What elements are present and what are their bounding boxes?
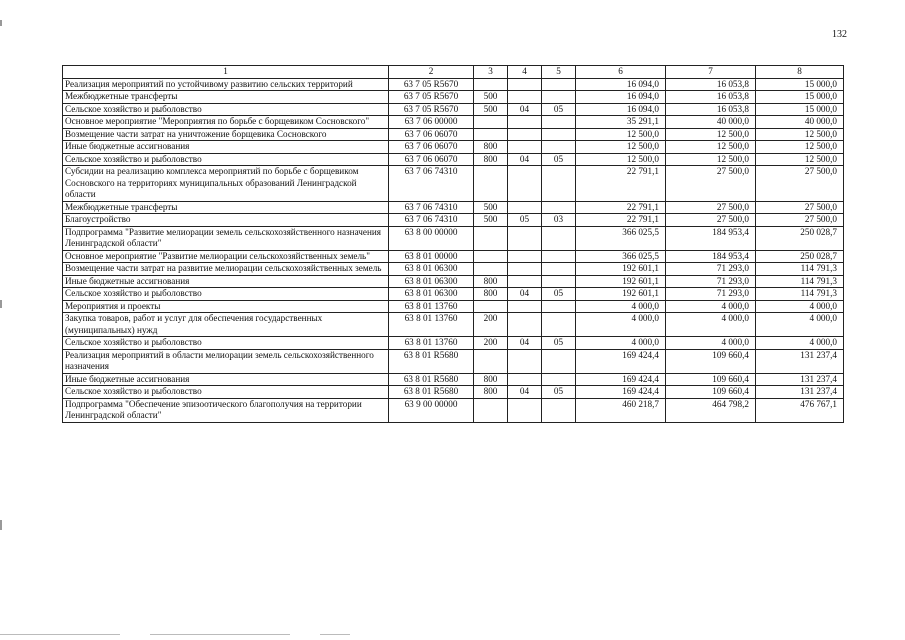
row-value-6: 192 601,1: [576, 275, 666, 288]
table-body: [63, 78, 844, 422]
row-col-4: [508, 91, 542, 104]
row-name: Субсидии на реализацию комплекса мероприятий по борьбе с борщевиком Сосновского на территориях муниципальных образований Ленинградской области: [63, 166, 389, 202]
row-col-5: [542, 300, 576, 313]
row-value-8: 27 500,0: [756, 201, 844, 214]
row-value-6: 4 000,0: [576, 337, 666, 350]
table-row: [63, 373, 844, 386]
row-code: 63 7 06 06070: [389, 141, 474, 154]
scan-edge-mark: [0, 300, 2, 308]
row-value-8: 131 237,4: [756, 373, 844, 386]
row-value-8: 250 028,7: [756, 226, 844, 250]
table-row: [63, 313, 844, 337]
row-name: Сельское хозяйство и рыболовство: [63, 337, 389, 350]
row-col-5: [542, 141, 576, 154]
row-name: Иные бюджетные ассигнования: [63, 373, 389, 386]
header-col-8: 8: [756, 66, 844, 79]
row-col-4: [508, 313, 542, 337]
row-col-4: [508, 128, 542, 141]
row-name: Основное мероприятие "Мероприятия по борьбе с борщевиком Сосновского": [63, 116, 389, 129]
row-value-6: 169 424,4: [576, 386, 666, 399]
row-col-3: 800: [474, 386, 508, 399]
row-col-5: [542, 201, 576, 214]
row-col-3: 200: [474, 337, 508, 350]
row-value-7: 71 293,0: [666, 263, 756, 276]
row-value-7: 4 000,0: [666, 313, 756, 337]
table-row: [63, 78, 844, 91]
table-row: [63, 300, 844, 313]
row-col-5: [542, 116, 576, 129]
row-col-3: [474, 300, 508, 313]
row-value-8: 114 791,3: [756, 288, 844, 301]
row-col-5: [542, 398, 576, 422]
row-name: Иные бюджетные ассигнования: [63, 275, 389, 288]
row-value-7: 12 500,0: [666, 153, 756, 166]
row-value-6: 4 000,0: [576, 313, 666, 337]
table-row: [63, 91, 844, 104]
budget-table-container: [62, 65, 843, 423]
header-col-4: 4: [508, 66, 542, 79]
row-col-3: 200: [474, 313, 508, 337]
row-name: Возмещение части затрат на развитие мелиорации сельскохозяйственных земель: [63, 263, 389, 276]
row-value-7: 16 053,8: [666, 78, 756, 91]
row-col-4: [508, 250, 542, 263]
table-row: [63, 153, 844, 166]
row-value-7: 109 660,4: [666, 386, 756, 399]
row-name: Благоустройство: [63, 214, 389, 227]
row-col-5: [542, 349, 576, 373]
row-value-8: 27 500,0: [756, 166, 844, 202]
row-value-6: 12 500,0: [576, 153, 666, 166]
row-code: 63 7 05 R5670: [389, 103, 474, 116]
row-col-5: [542, 313, 576, 337]
row-value-8: 476 767,1: [756, 398, 844, 422]
row-name: Сельское хозяйство и рыболовство: [63, 153, 389, 166]
row-col-3: 800: [474, 141, 508, 154]
row-col-5: [542, 263, 576, 276]
row-col-3: 800: [474, 373, 508, 386]
row-value-7: 16 053,8: [666, 91, 756, 104]
row-code: 63 8 01 06300: [389, 275, 474, 288]
table-row: [63, 141, 844, 154]
row-value-8: 12 500,0: [756, 141, 844, 154]
row-value-7: 27 500,0: [666, 214, 756, 227]
row-col-5: [542, 373, 576, 386]
row-value-8: 250 028,7: [756, 250, 844, 263]
row-value-7: 4 000,0: [666, 300, 756, 313]
header-col-1: 1: [63, 66, 389, 79]
row-name: Мероприятия и проекты: [63, 300, 389, 313]
row-name: Межбюджетные трансферты: [63, 91, 389, 104]
row-value-6: 366 025,5: [576, 226, 666, 250]
row-col-4: [508, 275, 542, 288]
header-col-5: 5: [542, 66, 576, 79]
row-col-4: [508, 398, 542, 422]
row-col-5: 05: [542, 153, 576, 166]
row-col-3: [474, 128, 508, 141]
row-value-6: 35 291,1: [576, 116, 666, 129]
table-row: [63, 288, 844, 301]
row-col-5: 05: [542, 337, 576, 350]
row-code: 63 8 01 R5680: [389, 373, 474, 386]
row-value-6: 169 424,4: [576, 349, 666, 373]
row-name: Основное мероприятие "Развитие мелиорации сельскохозяйственных земель": [63, 250, 389, 263]
row-code: 63 8 01 R5680: [389, 349, 474, 373]
row-name: Межбюджетные трансферты: [63, 201, 389, 214]
row-value-8: 12 500,0: [756, 153, 844, 166]
row-value-7: 71 293,0: [666, 288, 756, 301]
table-row: [63, 386, 844, 399]
table-row: [63, 275, 844, 288]
row-col-5: 05: [542, 103, 576, 116]
row-value-7: 4 000,0: [666, 337, 756, 350]
row-value-6: 460 218,7: [576, 398, 666, 422]
row-value-8: 131 237,4: [756, 386, 844, 399]
row-col-4: 04: [508, 103, 542, 116]
row-name: Иные бюджетные ассигнования: [63, 141, 389, 154]
row-value-7: 27 500,0: [666, 201, 756, 214]
row-value-7: 12 500,0: [666, 128, 756, 141]
row-value-6: 16 094,0: [576, 78, 666, 91]
header-col-7: 7: [666, 66, 756, 79]
row-value-6: 16 094,0: [576, 103, 666, 116]
row-col-5: [542, 78, 576, 91]
scan-edge-mark: [0, 520, 2, 530]
table-row: [63, 214, 844, 227]
row-col-5: 05: [542, 386, 576, 399]
row-code: 63 8 01 00000: [389, 250, 474, 263]
row-value-6: 22 791,1: [576, 201, 666, 214]
row-col-4: [508, 116, 542, 129]
table-row: [63, 201, 844, 214]
row-col-5: [542, 250, 576, 263]
row-col-5: [542, 226, 576, 250]
row-name: Подпрограмма "Обеспечение эпизоотического благополучия на территории Ленинградской области": [63, 398, 389, 422]
row-value-7: 27 500,0: [666, 166, 756, 202]
row-value-8: 15 000,0: [756, 103, 844, 116]
row-name: Сельское хозяйство и рыболовство: [63, 386, 389, 399]
row-col-3: 500: [474, 214, 508, 227]
row-value-6: 12 500,0: [576, 128, 666, 141]
row-code: 63 8 01 R5680: [389, 386, 474, 399]
row-col-4: [508, 166, 542, 202]
row-col-3: 800: [474, 288, 508, 301]
row-value-6: 366 025,5: [576, 250, 666, 263]
row-code: 63 8 01 06300: [389, 263, 474, 276]
row-col-3: [474, 349, 508, 373]
page-number: 132: [832, 29, 847, 40]
row-col-4: [508, 263, 542, 276]
row-code: 63 7 06 06070: [389, 153, 474, 166]
scan-bottom-line: [0, 634, 120, 635]
row-col-5: [542, 275, 576, 288]
row-code: 63 7 05 R5670: [389, 78, 474, 91]
header-col-3: 3: [474, 66, 508, 79]
row-value-6: 22 791,1: [576, 166, 666, 202]
table-row: [63, 250, 844, 263]
row-value-8: 4 000,0: [756, 337, 844, 350]
row-col-3: [474, 250, 508, 263]
table-row: [63, 166, 844, 202]
row-value-7: 71 293,0: [666, 275, 756, 288]
row-code: 63 7 05 R5670: [389, 91, 474, 104]
table-row: [63, 226, 844, 250]
row-code: 63 8 01 06300: [389, 288, 474, 301]
row-code: 63 7 06 74310: [389, 166, 474, 202]
row-col-4: 04: [508, 153, 542, 166]
row-value-8: 114 791,3: [756, 263, 844, 276]
row-value-6: 22 791,1: [576, 214, 666, 227]
row-value-8: 40 000,0: [756, 116, 844, 129]
row-value-6: 4 000,0: [576, 300, 666, 313]
header-col-2: 2: [389, 66, 474, 79]
row-value-8: 131 237,4: [756, 349, 844, 373]
row-value-7: 184 953,4: [666, 250, 756, 263]
scan-bottom-line: [320, 634, 350, 635]
row-value-7: 109 660,4: [666, 349, 756, 373]
row-col-5: [542, 91, 576, 104]
table-row: [63, 103, 844, 116]
table-row: [63, 116, 844, 129]
row-code: 63 8 01 13760: [389, 313, 474, 337]
row-value-8: 4 000,0: [756, 313, 844, 337]
table-row: [63, 398, 844, 422]
row-col-3: 500: [474, 201, 508, 214]
row-value-7: 16 053,8: [666, 103, 756, 116]
row-value-7: 464 798,2: [666, 398, 756, 422]
row-col-3: 800: [474, 153, 508, 166]
row-name: Возмещение части затрат на уничтожение борщевика Сосновского: [63, 128, 389, 141]
row-value-8: 114 791,3: [756, 275, 844, 288]
row-value-6: 169 424,4: [576, 373, 666, 386]
row-name: Сельское хозяйство и рыболовство: [63, 103, 389, 116]
row-name: Реализация мероприятий в области мелиорации земель сельскохозяйственного назначения: [63, 349, 389, 373]
row-value-7: 12 500,0: [666, 141, 756, 154]
row-col-4: [508, 201, 542, 214]
row-value-8: 15 000,0: [756, 91, 844, 104]
table-row: [63, 263, 844, 276]
row-code: 63 7 06 06070: [389, 128, 474, 141]
row-col-3: [474, 398, 508, 422]
row-value-8: 12 500,0: [756, 128, 844, 141]
row-col-3: [474, 226, 508, 250]
scan-edge-mark: [0, 20, 2, 26]
row-value-8: 27 500,0: [756, 214, 844, 227]
row-col-4: [508, 349, 542, 373]
row-col-4: 05: [508, 214, 542, 227]
row-col-5: 05: [542, 288, 576, 301]
row-value-8: 15 000,0: [756, 78, 844, 91]
table-row: [63, 349, 844, 373]
row-col-5: [542, 128, 576, 141]
row-col-4: 04: [508, 288, 542, 301]
row-value-7: 109 660,4: [666, 373, 756, 386]
row-col-3: 500: [474, 103, 508, 116]
row-code: 63 8 00 00000: [389, 226, 474, 250]
row-value-8: 4 000,0: [756, 300, 844, 313]
header-row: [63, 66, 844, 79]
row-name: Сельское хозяйство и рыболовство: [63, 288, 389, 301]
row-name: Реализация мероприятий по устойчивому развитию сельских территорий: [63, 78, 389, 91]
row-col-4: [508, 373, 542, 386]
row-col-4: 04: [508, 337, 542, 350]
table-row: [63, 128, 844, 141]
row-col-4: 04: [508, 386, 542, 399]
row-code: 63 7 06 74310: [389, 201, 474, 214]
row-col-5: 03: [542, 214, 576, 227]
row-col-4: [508, 226, 542, 250]
row-value-6: 12 500,0: [576, 141, 666, 154]
row-col-3: [474, 166, 508, 202]
row-col-4: [508, 300, 542, 313]
row-code: 63 8 01 13760: [389, 300, 474, 313]
header-col-6: 6: [576, 66, 666, 79]
row-col-3: [474, 263, 508, 276]
row-value-6: 192 601,1: [576, 263, 666, 276]
row-col-3: 800: [474, 275, 508, 288]
row-value-6: 192 601,1: [576, 288, 666, 301]
row-col-3: [474, 78, 508, 91]
row-col-4: [508, 141, 542, 154]
table-row: [63, 337, 844, 350]
row-name: Закупка товаров, работ и услуг для обеспечения государственных (муниципальных) нужд: [63, 313, 389, 337]
row-col-3: 500: [474, 91, 508, 104]
row-col-3: [474, 116, 508, 129]
scan-bottom-line: [150, 634, 290, 635]
row-code: 63 7 06 74310: [389, 214, 474, 227]
budget-table: [62, 65, 844, 423]
row-name: Подпрограмма "Развитие мелиорации земель сельскохозяйственного назначения Ленинградской области": [63, 226, 389, 250]
row-col-4: [508, 78, 542, 91]
row-value-6: 16 094,0: [576, 91, 666, 104]
row-code: 63 7 06 00000: [389, 116, 474, 129]
row-value-7: 184 953,4: [666, 226, 756, 250]
row-col-5: [542, 166, 576, 202]
row-code: 63 9 00 00000: [389, 398, 474, 422]
row-value-7: 40 000,0: [666, 116, 756, 129]
row-code: 63 8 01 13760: [389, 337, 474, 350]
